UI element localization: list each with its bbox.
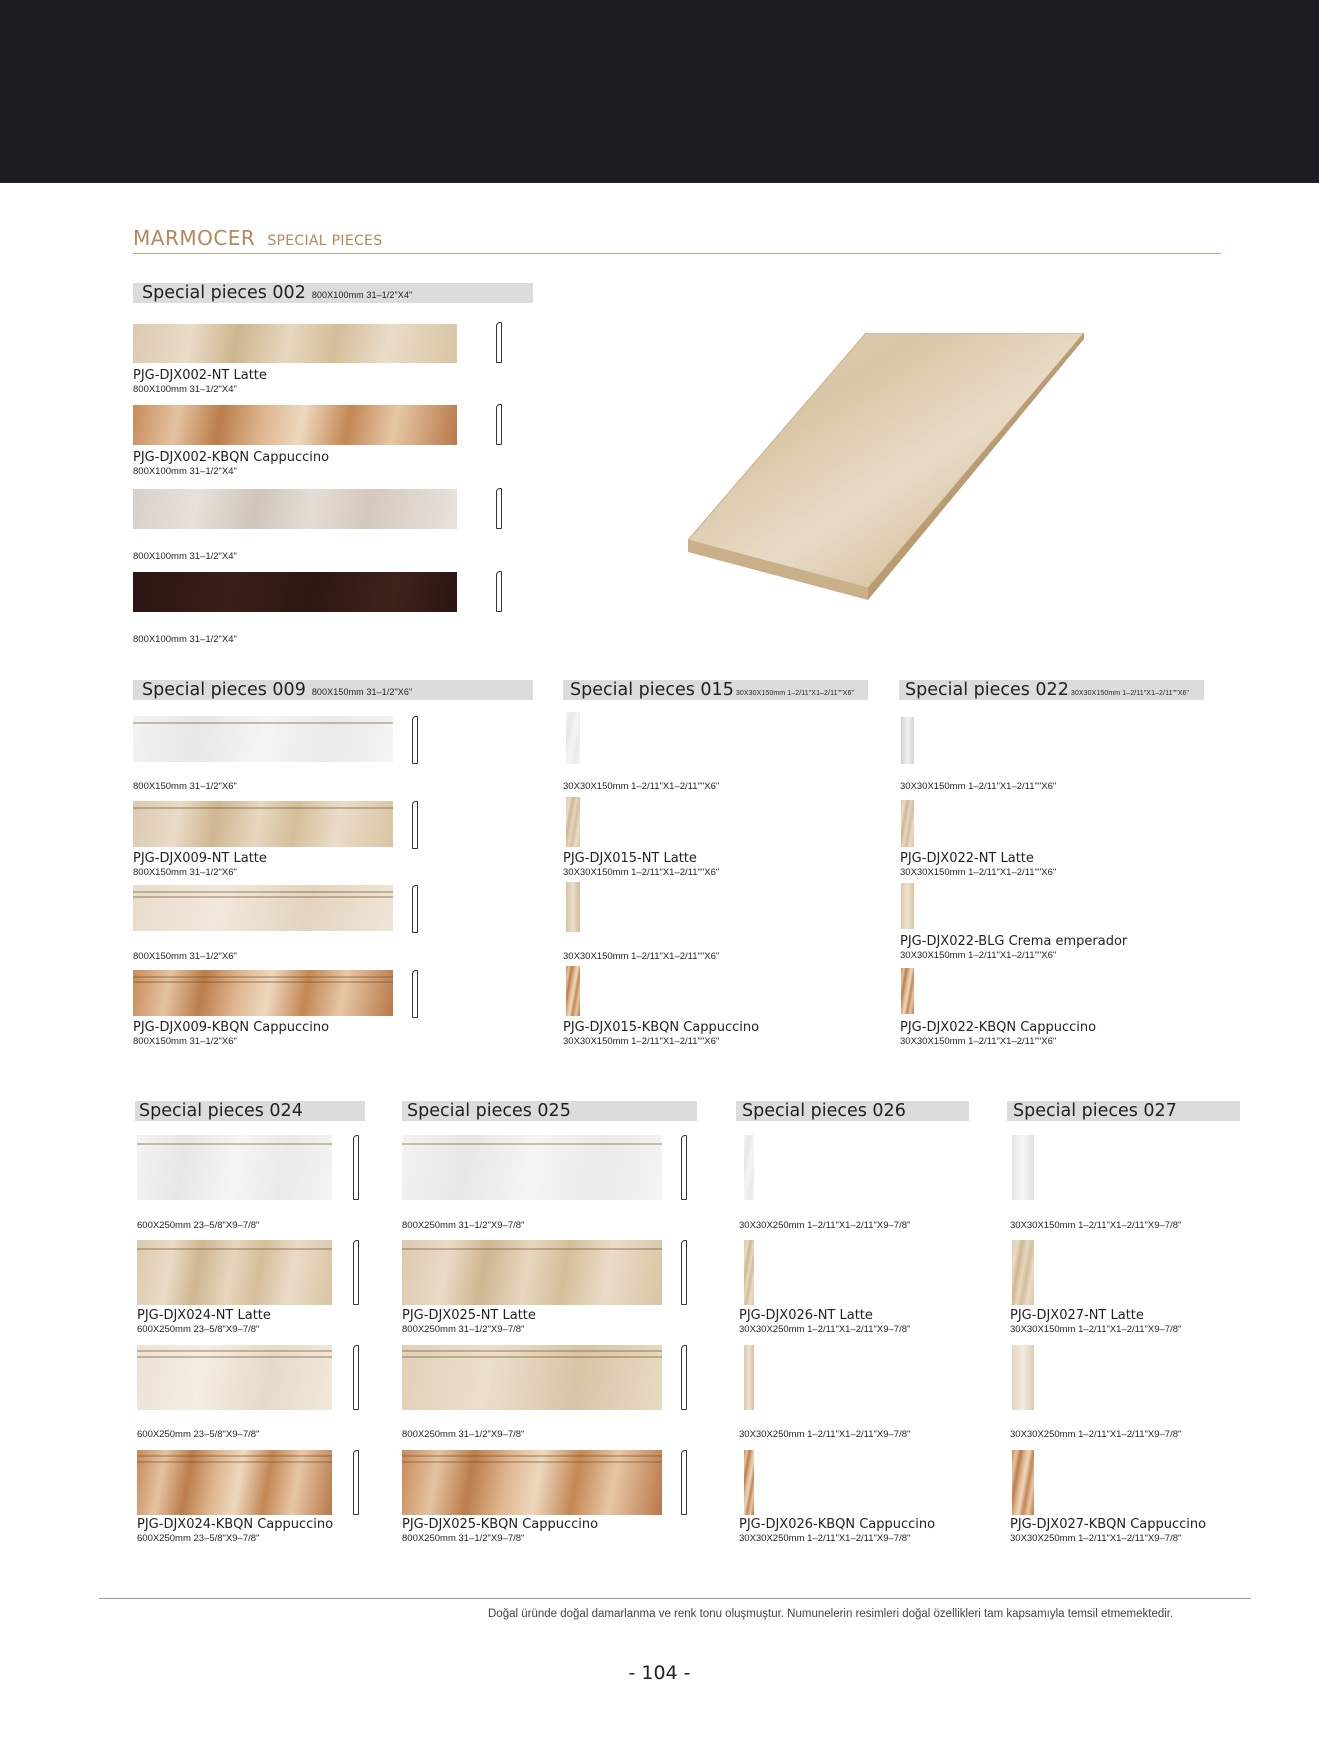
product-dim: 30X30X150mm 1–2/11"X1–2/11""X6" xyxy=(563,781,720,792)
product-dim: 600X250mm 23–5/8"X9–7/8" xyxy=(137,1429,260,1440)
product-dim: 800X100mm 31–1/2"X4" xyxy=(133,634,237,645)
section-title: Special pieces 022 xyxy=(905,680,1069,700)
product-dim: 30X30X150mm 1–2/11"X1–2/11""X6" xyxy=(900,867,1057,878)
profile-icon xyxy=(681,1450,687,1515)
tile-djx009-cappuccino xyxy=(133,970,393,1016)
tile-djx002-cappuccino xyxy=(133,405,457,445)
profile-icon xyxy=(412,801,418,849)
tile-djx026-latte xyxy=(744,1240,754,1305)
product-name: PJG-DJX027-KBQN Cappuccino xyxy=(1010,1517,1207,1532)
product-dim: 30X30X250mm 1–2/11"X1–2/11"X9–7/8" xyxy=(739,1324,911,1335)
product-name: PJG-DJX025-NT Latte xyxy=(402,1308,536,1323)
profile-icon xyxy=(353,1450,359,1515)
section-header-027 xyxy=(1007,1101,1240,1121)
product-dim: 600X250mm 23–5/8"X9–7/8" xyxy=(137,1533,260,1544)
profile-icon xyxy=(681,1240,687,1305)
tile-djx026-crema xyxy=(744,1345,754,1410)
footer-rule xyxy=(99,1598,1251,1599)
product-dim: 30X30X150mm 1–2/11"X1–2/11""X6" xyxy=(563,951,720,962)
product-dim: 30X30X250mm 1–2/11"X1–2/11"X9–7/8" xyxy=(739,1429,911,1440)
product-name: PJG-DJX026-NT Latte xyxy=(739,1308,873,1323)
brand-name: MARMOCER xyxy=(133,226,256,250)
product-name: PJG-DJX024-NT Latte xyxy=(137,1308,271,1323)
product-name: PJG-DJX027-NT Latte xyxy=(1010,1308,1144,1323)
tile-djx025-cappuccino xyxy=(402,1450,662,1515)
tile-djx002-dark xyxy=(133,572,457,612)
section-dim: 30X30X150mm 1–2/11"X1–2/11""X6" xyxy=(735,690,855,697)
product-dim: 30X30X250mm 1–2/11"X1–2/11"X9–7/8" xyxy=(739,1220,911,1231)
product-dim: 30X30X150mm 1–2/11"X1–2/11""X6" xyxy=(563,867,720,878)
section-title: Special pieces 024 xyxy=(139,1101,303,1121)
profile-icon xyxy=(412,970,418,1018)
brand-title xyxy=(133,226,382,250)
product-dim: 800X100mm 31–1/2"X4" xyxy=(133,384,237,395)
tile-djx024-latte xyxy=(137,1240,332,1305)
section-title: Special pieces 015 xyxy=(570,680,734,700)
tile-djx015-crema xyxy=(566,882,580,932)
tile-djx009-white xyxy=(133,716,393,762)
section-header-002 xyxy=(133,283,533,303)
profile-icon xyxy=(496,322,502,363)
tile-djx009-latte xyxy=(133,801,393,847)
tile-djx002-crema xyxy=(133,489,457,529)
section-dim: 800X150mm 31–1/2"X6" xyxy=(311,687,413,697)
product-dim: 800X150mm 31–1/2"X6" xyxy=(133,951,237,962)
section-title: Special pieces 027 xyxy=(1013,1101,1177,1121)
product-dim: 800X150mm 31–1/2"X6" xyxy=(133,867,237,878)
product-dim: 30X30X250mm 1–2/11"X1–2/11"X9–7/8" xyxy=(1010,1429,1182,1440)
section-header-022 xyxy=(899,680,1204,700)
product-name: PJG-DJX025-KBQN Cappuccino xyxy=(402,1517,599,1532)
section-header-009 xyxy=(133,680,533,700)
brand-subtitle: SPECIAL PIECES xyxy=(267,233,383,249)
section-title: Special pieces 009 xyxy=(142,680,306,700)
tile-djx025-latte xyxy=(402,1240,662,1305)
product-dim: 800X250mm 31–1/2"X9–7/8" xyxy=(402,1429,525,1440)
product-name: PJG-DJX022-NT Latte xyxy=(900,851,1034,866)
tile-djx025-white xyxy=(402,1135,662,1200)
product-dim: 30X30X250mm 1–2/11"X1–2/11"X9–7/8" xyxy=(739,1533,911,1544)
product-dim: 30X30X150mm 1–2/11"X1–2/11"X9–7/8" xyxy=(1010,1324,1182,1335)
page-number: - 104 - xyxy=(628,1662,691,1684)
product-name: PJG-DJX015-NT Latte xyxy=(563,851,697,866)
section-header-024 xyxy=(135,1101,365,1121)
section-header-025 xyxy=(402,1101,697,1121)
profile-icon xyxy=(496,571,502,612)
product-name: PJG-DJX015-KBQN Cappuccino xyxy=(563,1020,760,1035)
tile-djx015-latte xyxy=(566,797,580,847)
profile-icon xyxy=(353,1135,359,1200)
profile-icon xyxy=(353,1345,359,1410)
section-dim: 800X100mm 31–1/2"X4" xyxy=(311,290,413,300)
product-dim: 800X100mm 31–1/2"X4" xyxy=(133,551,237,562)
product-dim: 30X30X150mm 1–2/11"X1–2/11""X6" xyxy=(900,1036,1057,1047)
section-title: Special pieces 025 xyxy=(407,1101,571,1121)
tile-djx022-crema xyxy=(901,883,914,929)
product-dim: 800X100mm 31–1/2"X4" xyxy=(133,466,237,477)
product-dim: 800X250mm 31–1/2"X9–7/8" xyxy=(402,1220,525,1231)
product-dim: 30X30X150mm 1–2/11"X1–2/11""X6" xyxy=(900,781,1057,792)
tile-djx022-white xyxy=(901,717,914,764)
tile-djx027-crema xyxy=(1012,1345,1034,1410)
slab-3d-image xyxy=(688,333,1098,603)
section-header-026 xyxy=(736,1101,969,1121)
product-dim: 800X250mm 31–1/2"X9–7/8" xyxy=(402,1324,525,1335)
tile-djx022-latte xyxy=(901,800,914,847)
tile-djx002-latte xyxy=(133,324,457,363)
tile-djx024-crema xyxy=(137,1345,332,1410)
product-name: PJG-DJX022-KBQN Cappuccino xyxy=(900,1020,1097,1035)
product-name: PJG-DJX009-NT Latte xyxy=(133,851,267,866)
section-dim: 30X30X150mm 1–2/11"X1–2/11""X6" xyxy=(1070,690,1190,697)
tile-djx026-cappuccino xyxy=(744,1450,754,1515)
top-band xyxy=(0,0,1319,183)
product-name: PJG-DJX002-KBQN Cappuccino xyxy=(133,450,330,465)
product-name: PJG-DJX022-BLG Crema emperador xyxy=(900,934,1128,949)
profile-icon xyxy=(412,716,418,764)
tile-djx025-crema xyxy=(402,1345,662,1410)
tile-djx024-cappuccino xyxy=(137,1450,332,1515)
header-rule xyxy=(133,253,1221,254)
profile-icon xyxy=(681,1135,687,1200)
product-dim: 600X250mm 23–5/8"X9–7/8" xyxy=(137,1324,260,1335)
profile-icon xyxy=(496,488,502,529)
product-name: PJG-DJX024-KBQN Cappuccino xyxy=(137,1517,334,1532)
product-dim: 800X250mm 31–1/2"X9–7/8" xyxy=(402,1533,525,1544)
tile-djx015-white xyxy=(566,712,580,764)
tile-djx027-latte xyxy=(1012,1240,1034,1305)
tile-djx027-white xyxy=(1012,1135,1034,1200)
product-dim: 30X30X150mm 1–2/11"X1–2/11"X9–7/8" xyxy=(1010,1220,1182,1231)
disclaimer-text: Doğal üründe doğal damarlanma ve renk tonu oluşmuştur. Numunelerin resimleri doğal özellikleri tam kapsamıyla temsil etmemektedir. xyxy=(488,1608,1174,1620)
section-title: Special pieces 002 xyxy=(142,283,306,303)
product-dim: 30X30X150mm 1–2/11"X1–2/11""X6" xyxy=(900,950,1057,961)
product-name: PJG-DJX009-KBQN Cappuccino xyxy=(133,1020,330,1035)
product-dim: 800X150mm 31–1/2"X6" xyxy=(133,1036,237,1047)
tile-djx009-crema xyxy=(133,885,393,931)
product-name: PJG-DJX002-NT Latte xyxy=(133,368,267,383)
product-dim: 800X150mm 31–1/2"X6" xyxy=(133,781,237,792)
tile-djx027-cappuccino xyxy=(1012,1450,1034,1515)
tile-djx024-white xyxy=(137,1135,332,1200)
product-name: PJG-DJX026-KBQN Cappuccino xyxy=(739,1517,936,1532)
tile-djx026-white xyxy=(744,1135,754,1200)
profile-icon xyxy=(353,1240,359,1305)
profile-icon xyxy=(496,404,502,445)
tile-djx015-cappuccino xyxy=(566,966,580,1016)
profile-icon xyxy=(681,1345,687,1410)
section-title: Special pieces 026 xyxy=(742,1101,906,1121)
product-dim: 600X250mm 23–5/8"X9–7/8" xyxy=(137,1220,260,1231)
product-dim: 30X30X150mm 1–2/11"X1–2/11""X6" xyxy=(563,1036,720,1047)
product-dim: 30X30X250mm 1–2/11"X1–2/11"X9–7/8" xyxy=(1010,1533,1182,1544)
section-header-015 xyxy=(563,680,868,700)
tile-djx022-cappuccino xyxy=(901,968,914,1014)
profile-icon xyxy=(412,885,418,933)
